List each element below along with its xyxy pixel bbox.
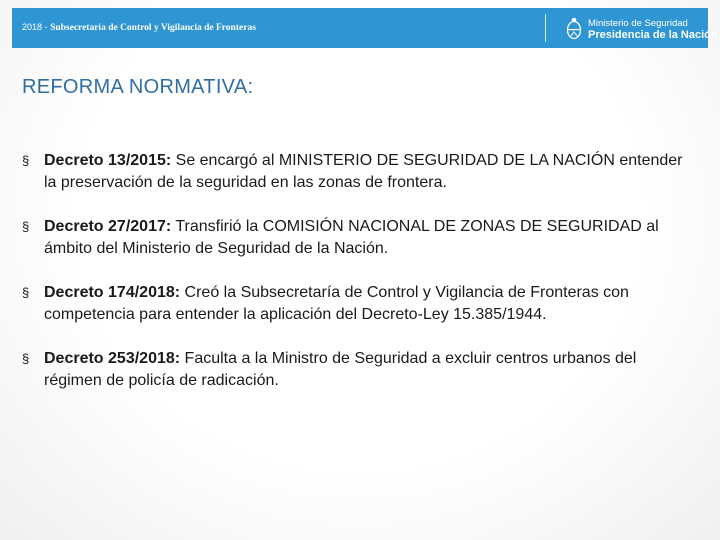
- decree-text: Transfirió la COMISIÓN NACIONAL DE ZONAS DE SEGURIDAD al ámbito del Ministerio de Seguridad de la Nación.: [44, 218, 659, 257]
- decree-label: Decreto 27/2017:: [44, 218, 172, 235]
- list-item: [22, 150, 692, 194]
- header-separator: -: [44, 22, 48, 32]
- brand-ministry: Ministerio de Seguridad: [588, 18, 688, 29]
- decree-text: Se encargó al MINISTERIO DE SEGURIDAD DE LA NACIÓN entender la preservación de la seguridad en las zonas de frontera.: [44, 152, 683, 191]
- decree-label: Decreto 13/2015:: [44, 152, 172, 169]
- bullet-marker: §: [22, 285, 30, 300]
- coat-of-arms-icon: [566, 17, 582, 41]
- list-item: [22, 348, 692, 392]
- bullet-marker: §: [22, 153, 30, 168]
- bullet-marker: §: [22, 351, 30, 366]
- header-year: 2018: [22, 22, 43, 32]
- decree-label: Decreto 253/2018:: [44, 350, 181, 367]
- decree-label: Decreto 174/2018:: [44, 284, 181, 301]
- page-title: REFORMA NORMATIVA:: [22, 76, 254, 98]
- header-bar: [12, 8, 718, 48]
- header-subsecretaria: Subsecretaría de Control y Vigilancia de Fronteras: [50, 23, 256, 33]
- header-divider: [545, 14, 546, 42]
- header-subtitle: [22, 22, 256, 33]
- list-item: [22, 282, 692, 326]
- bullet-marker: §: [22, 219, 30, 234]
- list-item: [22, 216, 692, 260]
- brand-presidency: Presidencia de la Nación: [588, 29, 718, 41]
- decree-list: [22, 150, 692, 414]
- decree-text: Faculta a la Ministro de Seguridad a excluir centros urbanos del régimen de policía de radicación.: [44, 350, 637, 389]
- decree-text: Creó la Subsecretaría de Control y Vigilancia de Fronteras con competencia para entender la aplicación del Decreto-Ley 15.385/1944.: [44, 284, 629, 323]
